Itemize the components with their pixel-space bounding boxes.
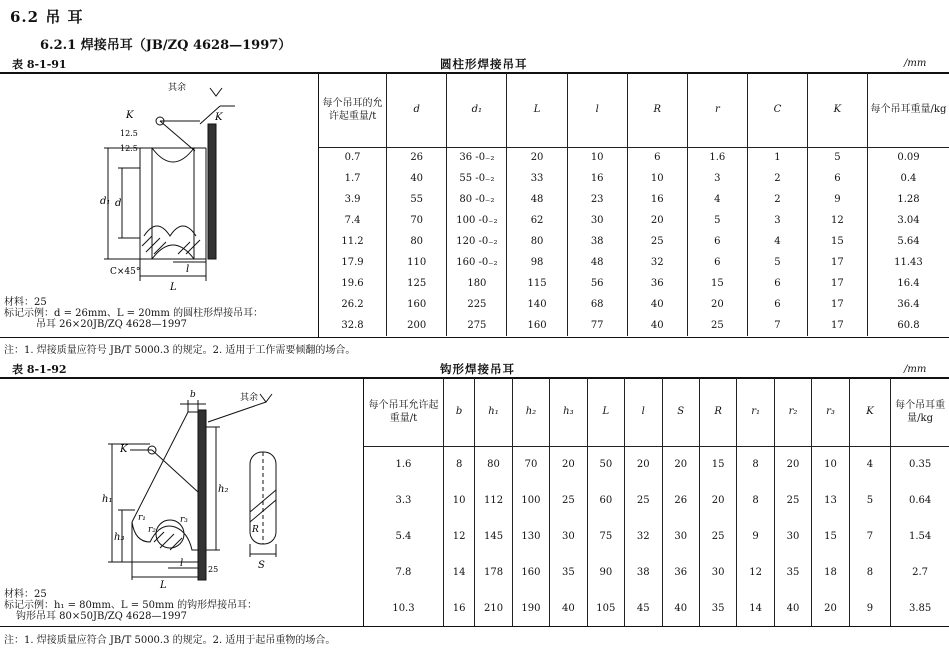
table-cell: 4 — [687, 189, 747, 210]
table-cell: 32.8 — [341, 320, 364, 331]
table-cell: 75 — [587, 518, 624, 554]
table-cell: 40 — [662, 590, 699, 626]
table-cell: 15 — [812, 518, 849, 554]
table-cell: 0.64 — [891, 482, 949, 518]
table-cell: 20 — [627, 210, 687, 231]
dim-r2: r₂ — [148, 525, 156, 535]
table-cell: 0.4 — [867, 168, 949, 189]
table-cell: 275 — [447, 315, 507, 336]
table-cell: 210 — [475, 590, 512, 626]
table-cell: 125 — [387, 273, 447, 294]
table-row — [319, 189, 949, 210]
table-row — [364, 482, 949, 518]
table2-header-8: R — [699, 378, 736, 446]
table-cell: 105 — [587, 590, 624, 626]
table-cell: 2 — [747, 189, 807, 210]
table-cell: 15 — [807, 231, 867, 252]
table-cell: 23 — [567, 189, 627, 210]
table-cell: 5 — [807, 147, 867, 168]
table-cell: 55 -0₋₂ — [447, 168, 507, 189]
table-cell: 8 — [737, 446, 774, 482]
table-cell: 55 — [387, 189, 447, 210]
table-cell: 17.9 — [341, 257, 364, 268]
table-cell: 180 — [447, 273, 507, 294]
table2-header-3: h₂ — [512, 378, 549, 446]
table-cell: 48 — [507, 189, 567, 210]
table-cell: 9 — [849, 590, 890, 626]
table-cell: 6 — [687, 252, 747, 273]
table1-header-6: r — [687, 73, 747, 147]
table-cell: 62 — [507, 210, 567, 231]
table-cell: 1.54 — [891, 518, 949, 554]
table-row — [364, 518, 949, 554]
dim-b: b — [190, 390, 196, 400]
subsection-heading: 6.2.1 焊接吊耳（JB/ZQ 4628—1997） — [40, 38, 292, 53]
dim-h2: h₂ — [218, 484, 229, 495]
table1-header-0: 每个吊耳的允许起重量/t — [319, 73, 387, 147]
table-row — [319, 231, 949, 252]
table-cell: 120 -0₋₂ — [447, 231, 507, 252]
dim-h3: h₃ — [114, 532, 125, 543]
table-cell: 100 -0₋₂ — [447, 210, 507, 231]
table-row — [319, 315, 949, 336]
table-cell: 7.8 — [395, 566, 412, 578]
table-cell: 0.35 — [891, 446, 949, 482]
table2-header-2: h₁ — [475, 378, 512, 446]
table-cell: 17 — [807, 273, 867, 294]
table2-title: 钩形焊接吊耳 — [440, 362, 515, 376]
table-cell: 3 — [747, 210, 807, 231]
table-cell: 3 — [687, 168, 747, 189]
table-cell: 17 — [807, 252, 867, 273]
table-cell: 16 — [567, 168, 627, 189]
table-cell: 38 — [625, 554, 662, 590]
table-cell: 225 — [447, 294, 507, 315]
table1-grid — [319, 73, 949, 336]
hook-lug-drawing — [90, 382, 360, 592]
table2-header-7: S — [662, 378, 699, 446]
dim-R: R — [252, 525, 259, 535]
table-cell: 1.6 — [687, 147, 747, 168]
table-cell: 32 — [627, 252, 687, 273]
table-cell: 36 — [627, 273, 687, 294]
table2-header-0: 每个吊耳允许起重量/t — [364, 378, 443, 446]
table-cell: 30 — [699, 554, 736, 590]
cylindrical-lug-drawing — [60, 76, 310, 296]
table-cell: 20 — [812, 590, 849, 626]
table-cell: 70 — [387, 210, 447, 231]
table-cell: 20 — [507, 147, 567, 168]
table-cell: 2.7 — [891, 554, 949, 590]
table-cell: 30 — [550, 518, 587, 554]
table1-header-7: C — [747, 73, 807, 147]
table-cell: 18 — [812, 554, 849, 590]
table-cell: 80 — [387, 231, 447, 252]
table-cell: 20 — [550, 446, 587, 482]
table1-header-8: K — [807, 73, 867, 147]
table-cell: 178 — [475, 554, 512, 590]
table-cell: 14 — [737, 590, 774, 626]
table-cell: 20 — [625, 446, 662, 482]
table2-header-1: b — [443, 378, 474, 446]
table1-material: 材料：25 — [4, 297, 47, 308]
table-cell: 3.04 — [867, 210, 949, 231]
table-cell: 20 — [662, 446, 699, 482]
table-cell: 160 -0₋₂ — [447, 252, 507, 273]
table-cell: 140 — [507, 294, 567, 315]
table-cell: 8 — [737, 482, 774, 518]
table-cell: 200 — [387, 315, 447, 336]
dim-d1: d₁ — [100, 196, 111, 207]
table2-label: 表 8-1-92 — [12, 363, 67, 376]
table-cell: 112 — [475, 482, 512, 518]
table2-grid — [364, 378, 949, 626]
table1-header-9: 每个吊耳重量/kg — [867, 73, 949, 147]
table-cell: 68 — [567, 294, 627, 315]
table-cell: 160 — [387, 294, 447, 315]
table-row — [364, 446, 949, 482]
table-cell: 40 — [627, 315, 687, 336]
table-cell: 12 — [737, 554, 774, 590]
table-cell: 19.6 — [341, 278, 364, 289]
table-row — [319, 168, 949, 189]
table-cell: 90 — [587, 554, 624, 590]
table-cell: 12 — [807, 210, 867, 231]
table-cell: 1 — [747, 147, 807, 168]
table-cell: 40 — [550, 590, 587, 626]
table-cell: 36 — [662, 554, 699, 590]
table-cell: 115 — [507, 273, 567, 294]
table-cell: 30 — [774, 518, 811, 554]
table1-header-1: d — [387, 73, 447, 147]
table-cell: 6 — [747, 294, 807, 315]
dim-r3: r₃ — [180, 515, 188, 525]
table-cell: 48 — [567, 252, 627, 273]
table-cell: 1.7 — [344, 173, 361, 184]
table-cell: 7 — [849, 518, 890, 554]
table-row — [364, 554, 949, 590]
table-cell: 56 — [567, 273, 627, 294]
table-cell: 33 — [507, 168, 567, 189]
table-cell: 70 — [512, 446, 549, 482]
table-cell: 9 — [737, 518, 774, 554]
dim-r1: r₁ — [138, 513, 146, 523]
dim-L: L — [170, 282, 177, 293]
dim-S: S — [258, 560, 265, 571]
table2-note: 注：1. 焊接质量应符合 JB/T 5000.3 的规定。2. 适用于起吊重物的场合。 — [4, 635, 336, 646]
table2-example-line1: 标记示例：h₁ = 80mm、L = 50mm 的钩形焊接吊耳： — [4, 600, 258, 611]
table-cell: 3.3 — [395, 494, 412, 506]
table-cell: 16 — [627, 189, 687, 210]
table-cell: 16.4 — [867, 273, 949, 294]
table-cell: 11.43 — [867, 252, 949, 273]
table-cell: 160 — [512, 554, 549, 590]
table1-header-2: d₁ — [447, 73, 507, 147]
table-cell: 17 — [807, 294, 867, 315]
table-cell: 4 — [747, 231, 807, 252]
table-cell: 11.2 — [341, 236, 364, 247]
table-cell: 13 — [812, 482, 849, 518]
table-cell: 26 — [662, 482, 699, 518]
weld-label-2: 其余 — [240, 393, 259, 403]
weld-label: 其余 — [168, 83, 187, 93]
table1-header-3: L — [507, 73, 567, 147]
table-cell: 17 — [807, 315, 867, 336]
table-cell: 145 — [475, 518, 512, 554]
roughness-1: 12.5 — [120, 129, 138, 138]
table-cell: 10 — [812, 446, 849, 482]
table-cell: 10 — [567, 147, 627, 168]
dim-h1: h₁ — [102, 494, 113, 505]
table-cell: 8 — [849, 554, 890, 590]
table-cell: 0.09 — [867, 147, 949, 168]
table-cell: 110 — [387, 252, 447, 273]
table-cell: 40 — [774, 590, 811, 626]
table-cell: 36.4 — [867, 294, 949, 315]
table-row — [364, 590, 949, 626]
table-cell: 100 — [512, 482, 549, 518]
table-row — [319, 273, 949, 294]
table-cell: 60 — [587, 482, 624, 518]
table-cell: 80 — [507, 231, 567, 252]
dim-l: l — [186, 264, 190, 275]
table-cell: 20 — [774, 446, 811, 482]
table-cell: 35 — [699, 590, 736, 626]
table-row — [319, 294, 949, 315]
table-cell: 45 — [625, 590, 662, 626]
table2-header-4: h₃ — [550, 378, 587, 446]
table-cell: 14 — [443, 554, 474, 590]
table-cell: 30 — [662, 518, 699, 554]
table-cell: 32 — [625, 518, 662, 554]
table2-header-5: L — [587, 378, 624, 446]
table-cell: 38 — [567, 231, 627, 252]
table2-unit: /mm — [904, 364, 927, 375]
table-cell: 190 — [512, 590, 549, 626]
table-cell: 26 — [387, 147, 447, 168]
table-cell: 98 — [507, 252, 567, 273]
table-cell: 5.4 — [395, 530, 412, 542]
table-cell: 6 — [747, 273, 807, 294]
table-cell: 160 — [507, 315, 567, 336]
table-row — [319, 210, 949, 231]
table2-material: 材料：25 — [4, 589, 47, 600]
table-cell: 6 — [627, 147, 687, 168]
table-cell: 25 — [687, 315, 747, 336]
table-cell: 26.2 — [341, 299, 364, 310]
table-cell: 25 — [625, 482, 662, 518]
roughness-2: 12.5 — [120, 144, 138, 153]
table1-header-4: l — [567, 73, 627, 147]
table2-header-6: l — [625, 378, 662, 446]
table-cell: 50 — [587, 446, 624, 482]
table2-example-line2: 钩形吊耳 80×50JB/ZQ 4628—1997 — [16, 611, 187, 622]
table-row — [319, 147, 949, 168]
table-cell: 0.7 — [344, 152, 361, 164]
table-cell: 3.9 — [344, 194, 361, 205]
table-cell: 15 — [699, 446, 736, 482]
table-cell: 10.3 — [392, 602, 415, 614]
section-heading: 6.2 吊 耳 — [10, 8, 84, 26]
table-cell: 130 — [512, 518, 549, 554]
k-leader-label: K — [126, 110, 134, 121]
table-cell: 80 -0₋₂ — [447, 189, 507, 210]
table2-bottom-rule — [0, 626, 949, 627]
table-cell: 6 — [807, 168, 867, 189]
table-cell: 5 — [747, 252, 807, 273]
table-cell: 7.4 — [344, 215, 361, 226]
dim-chamfer: C×45° — [110, 267, 141, 277]
table2-header-11: r₃ — [812, 378, 849, 446]
table-cell: 35 — [550, 554, 587, 590]
table1-header-5: R — [627, 73, 687, 147]
table-cell: 12 — [443, 518, 474, 554]
table2-header-9: r₁ — [737, 378, 774, 446]
roughness-3: 25 — [208, 565, 219, 574]
table-cell: 25 — [774, 482, 811, 518]
dim-l-2: l — [180, 558, 184, 569]
k-dim: K — [215, 112, 223, 123]
table2-header-12: K — [849, 378, 890, 446]
table1-example-line1: 标记示例：d = 26mm、L = 20mm 的圆柱形焊接吊耳： — [4, 308, 264, 319]
table-cell: 8 — [443, 446, 474, 482]
table-cell: 25 — [627, 231, 687, 252]
table-cell: 5 — [849, 482, 890, 518]
table-cell: 40 — [627, 294, 687, 315]
table-cell: 77 — [567, 315, 627, 336]
table1-unit: /mm — [904, 58, 927, 69]
table-cell: 2 — [747, 168, 807, 189]
table-cell: 35 — [774, 554, 811, 590]
table2-header-10: r₂ — [774, 378, 811, 446]
table-row — [319, 252, 949, 273]
table-cell: 30 — [567, 210, 627, 231]
table1-label: 表 8-1-91 — [12, 58, 67, 71]
table1-example-line2: 吊耳 26×20JB/ZQ 4628—1997 — [36, 319, 187, 330]
table-cell: 7 — [747, 315, 807, 336]
dim-d: d — [115, 198, 122, 209]
table-cell: 15 — [687, 273, 747, 294]
table-cell: 36 -0₋₂ — [447, 147, 507, 168]
table-cell: 10 — [627, 168, 687, 189]
table-cell: 4 — [849, 446, 890, 482]
table-cell: 80 — [475, 446, 512, 482]
table-cell: 25 — [550, 482, 587, 518]
table-cell: 9 — [807, 189, 867, 210]
table-cell: 3.85 — [891, 590, 949, 626]
table1-bottom-rule — [0, 337, 949, 338]
table-cell: 20 — [687, 294, 747, 315]
table-cell: 5 — [687, 210, 747, 231]
table-cell: 6 — [687, 231, 747, 252]
table-cell: 40 — [387, 168, 447, 189]
table-cell: 25 — [699, 518, 736, 554]
table-cell: 20 — [699, 482, 736, 518]
table-cell: 60.8 — [867, 315, 949, 336]
dim-L-2: L — [160, 580, 167, 591]
table-cell: 16 — [443, 590, 474, 626]
table2-header-13: 每个吊耳重量/kg — [891, 378, 949, 446]
table-cell: 5.64 — [867, 231, 949, 252]
table-cell: 1.28 — [867, 189, 949, 210]
table-cell: 10 — [443, 482, 474, 518]
k-leader-label-2: K — [120, 444, 128, 455]
table1-title: 圆柱形焊接吊耳 — [440, 57, 528, 71]
table-cell: 1.6 — [395, 458, 412, 470]
table1-note: 注：1. 焊接质量应符号 JB/T 5000.3 的规定。2. 适用于工作需要倾翻的场合。 — [4, 345, 356, 356]
